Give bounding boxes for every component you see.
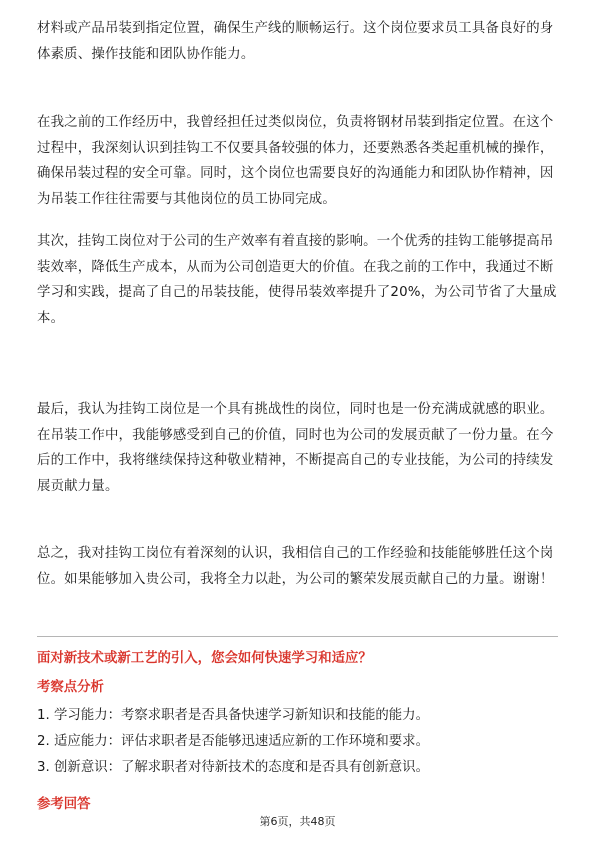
paragraph-experience: 在我之前的工作经历中，我曾经担任过类似岗位，负责将钢材吊装到指定位置。在这个过程中，我深刻认识到挂钩工不仅要具备较强的体力，还要熟悉各类起重机械的操作，确保吊装过程的安全可靠。同时，这个岗位也需要良好的沟通能力和团队协作精神，因为吊装工作往往需要与其他岗位的员工协同完成。 — [37, 115, 554, 207]
paragraph-efficiency: 其次，挂钩工岗位对于公司的生产效率有着直接的影响。一个优秀的挂钩工能够提高吊装效率，降低生产成本，从而为公司创造更大的价值。在我之前的工作中，我通过不断学习和实践，提高了自己的吊装技能，使得吊装效率提升了20%，为公司节省了大量成本。 — [37, 234, 557, 326]
section-divider — [37, 636, 558, 637]
analysis-list — [37, 703, 429, 781]
analysis-heading: 考察点分析 — [37, 680, 104, 695]
list-item: 3. 创新意识：了解求职者对待新技术的态度和是否具有创新意识。 — [37, 760, 429, 775]
list-item: 1. 学习能力：考察求职者是否具备快速学习新知识和技能的能力。 — [37, 708, 429, 723]
list-item: 2. 适应能力：评估求职者是否能够迅速适应新的工作环境和要求。 — [37, 734, 429, 749]
paragraph-challenge: 最后，我认为挂钩工岗位是一个具有挑战性的岗位，同时也是一份充满成就感的职业。在吊装工作中，我能够感受到自己的价值，同时也为公司的发展贡献了一份力量。在今后的工作中，我将继续保持这种敬业精神，不断提高自己的专业技能，为公司的持续发展贡献力量。 — [37, 402, 554, 494]
answer-heading: 参考回答 — [37, 797, 91, 812]
interview-question: 面对新技术或新工艺的引入，您会如何快速学习和适应？ — [37, 651, 372, 666]
paragraph-intro: 材料或产品吊装到指定位置，确保生产线的顺畅运行。这个岗位要求员工具备良好的身体素质、操作技能和团队协作能力。 — [37, 21, 554, 62]
paragraph-conclusion: 总之，我对挂钩工岗位有着深刻的认识，我相信自己的工作经验和技能能够胜任这个岗位。如果能够加入贵公司，我将全力以赴，为公司的繁荣发展贡献自己的力量。谢谢！ — [37, 546, 554, 587]
page-number: 第6页，共48页 — [259, 815, 336, 828]
